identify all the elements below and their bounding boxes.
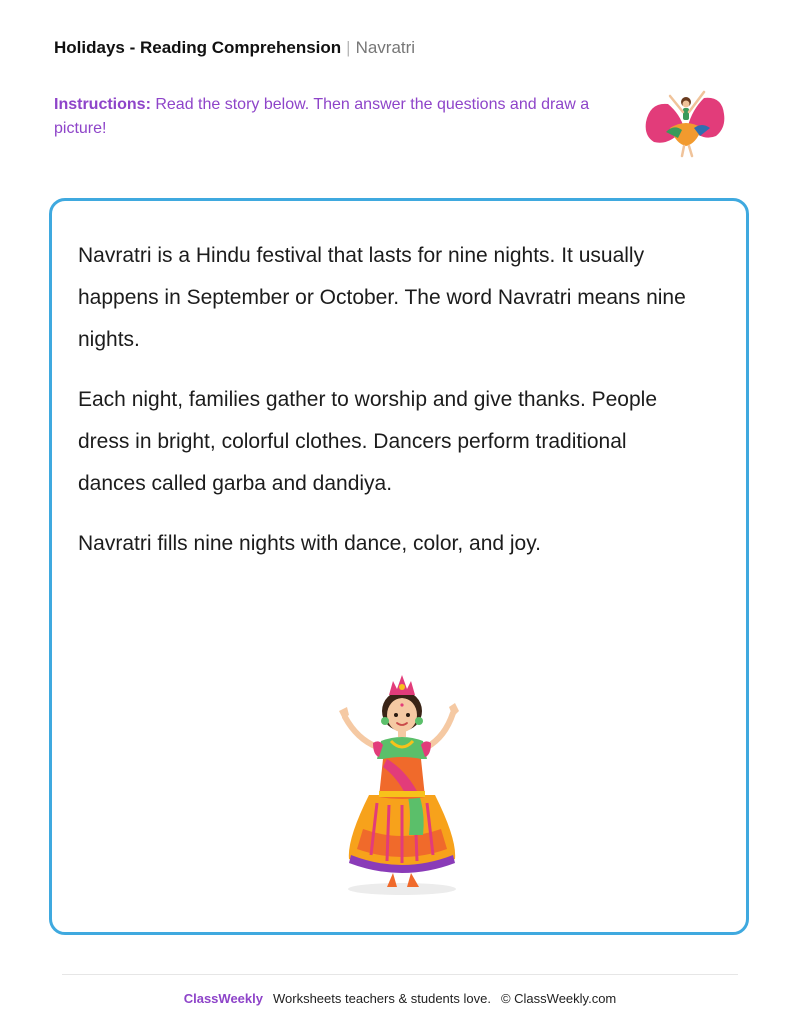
footer-divider: [62, 974, 738, 975]
instructions-text: Read the story below. Then answer the questions and draw a picture!: [54, 96, 590, 137]
dancer-twirling-skirt-icon: [640, 84, 730, 158]
story-text: [78, 235, 698, 583]
navratri-dancer-girl-icon: [327, 659, 477, 899]
story-card: [49, 198, 749, 935]
title-separator: |: [346, 38, 351, 57]
instructions-label: Instructions:: [54, 96, 151, 113]
footer: [0, 990, 800, 1008]
footer-copyright: © ClassWeekly.com: [500, 991, 617, 1006]
worksheet-header: [54, 37, 415, 59]
worksheet-title: Holidays - Reading Comprehension: [54, 38, 342, 57]
story-paragraph-3: Navratri fills nine nights with dance, color, and joy.: [78, 532, 542, 555]
footer-tagline: Worksheets teachers & students love.: [272, 991, 491, 1006]
story-paragraph-1: Navratri is a Hindu festival that lasts for nine nights. It usually happens in September or October. The word Navratri means nine nights.: [78, 244, 686, 351]
footer-brand: ClassWeekly: [183, 991, 263, 1006]
story-paragraph-2: Each night, families gather to worship and give thanks. People dress in bright, colorful clothes. Dancers perform traditional dances called garba and dandiya.: [78, 388, 658, 495]
instructions: [54, 93, 614, 141]
worksheet-topic: Navratri: [355, 38, 416, 57]
